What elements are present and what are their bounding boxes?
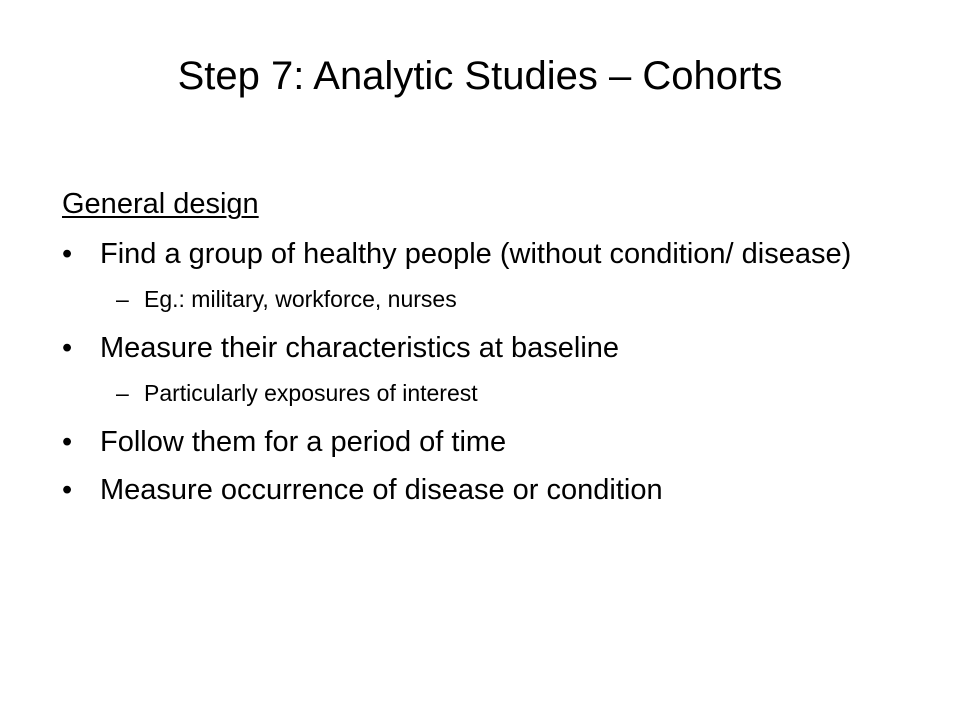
bullet-item [62, 472, 942, 508]
bullet-glyph: • [62, 474, 73, 506]
bullet-glyph: • [62, 238, 73, 270]
bullet-glyph: • [62, 426, 73, 458]
sub-bullet-text: Particularly exposures of interest [144, 380, 478, 406]
sub-bullet-item [62, 378, 942, 408]
slide-title: Step 7: Analytic Studies – Cohorts [177, 54, 783, 98]
dash-glyph: – [116, 380, 129, 406]
sub-bullet-item [62, 284, 942, 314]
dash-glyph: – [116, 286, 129, 312]
bullet-item [62, 330, 942, 366]
slide-body [62, 186, 942, 520]
bullet-text: Measure occurrence of disease or condition [100, 474, 663, 506]
section-heading: General design [62, 188, 259, 220]
bullet-item [62, 424, 942, 460]
bullet-item [62, 236, 942, 272]
bullet-text: Find a group of healthy people (without condition/ disease) [100, 238, 852, 270]
bullet-glyph: • [62, 332, 73, 364]
bullet-text: Follow them for a period of time [100, 426, 507, 458]
bullet-text: Measure their characteristics at baseline [100, 332, 620, 364]
sub-bullet-text: Eg.: military, workforce, nurses [144, 286, 457, 312]
